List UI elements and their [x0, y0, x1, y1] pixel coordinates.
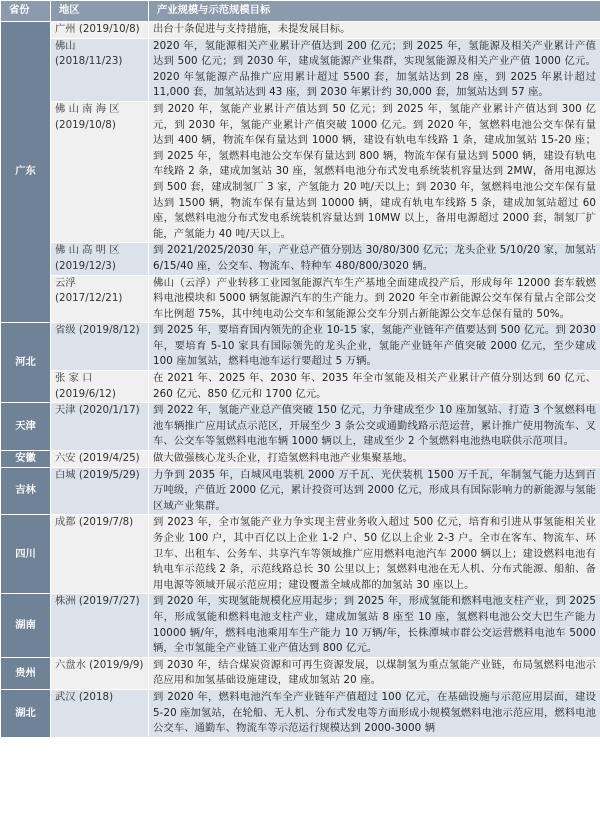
- region-cell: 张 家 口 (2019/6/12): [51, 371, 149, 403]
- region-cell: 佛山 (2018/11/23): [51, 38, 149, 101]
- table-row: [1, 101, 600, 242]
- region-cell: 天津 (2020/1/17): [51, 403, 149, 451]
- table-row: [1, 243, 600, 275]
- province-cell: 四川: [1, 515, 51, 594]
- region-cell: 佛 山 高 明 区 (2019/12/3): [51, 243, 149, 275]
- table-row: [1, 371, 600, 403]
- header-target: 产业规模与示范规模目标: [149, 1, 600, 22]
- target-cell: 到 2020 年，实现氢能规模化应用起步；到 2025 年，形成氢能和燃料电池支柱产业，到 2025 年，形成氢能和燃料电池支柱产业，建成加氢站 8 座至 10 座，氢燃料电池公交大巴生产能力 10000 辆/年，燃料电池乘用车生产能力 10 万辆/年，长株潭城市群公交运营燃料电池车 5000 辆，全市氢能全产业链工业产值达到 800 亿元。: [149, 594, 600, 657]
- region-cell: 省级 (2019/8/12): [51, 323, 149, 371]
- target-cell: 到 2023 年，全市氢能产业力争实现主营业务收入超过 500 亿元，培育和引进从事氢能相关业务企业 100 户，其中百亿以上企业 1-2 户、50 亿以上企业 2-3 户。全市在客车、物流车、环卫车、出租车、公务车、共享汽车等领域推广应用燃料电池汽车 2000 辆以上；建设燃料电池有轨电车示范线 2 条，示范线路总长 30 公里以上；氢燃料电池在无人机、分布式能源、船舶、备用电源等领域开展示范应用；建设覆盖全域成都的加氢站 30 座以上。: [149, 515, 600, 594]
- region-cell: 云浮 (2017/12/21): [51, 275, 149, 323]
- region-cell: 成都 (2019/7/8): [51, 515, 149, 594]
- target-cell: 2020 年，氢能源相关产业累计产值达到 200 亿元；到 2025 年，氢能源及相关产业累计产值达到 500 亿元；到 2030 年，建成氢能源产业集群，实现氢能源及相关产业产值 1000 亿元。2020 年氢能源产品推广应用累计超过 5500 套，加氢站达到 28 座，到 2025 年累计超过 11,000 套，加氢站达到 43 座，到 2030 年累计约 30,000 套，加氢站达到 57 座。: [149, 38, 600, 101]
- table-row: [1, 515, 600, 594]
- table-row: [1, 657, 600, 689]
- region-cell: 白城 (2019/5/29): [51, 467, 149, 515]
- province-cell: 天津: [1, 403, 51, 451]
- table-row: [1, 467, 600, 515]
- province-cell: 河北: [1, 323, 51, 403]
- region-cell: 武汉 (2018): [51, 689, 149, 737]
- table-row: [1, 403, 600, 451]
- header-region: 地区: [51, 1, 149, 22]
- province-cell: 广东: [1, 22, 51, 323]
- table-header: [1, 1, 600, 22]
- province-cell: 安徽: [1, 451, 51, 468]
- target-cell: 到 2020 年，燃料电池汽车全产业链年产值超过 100 亿元，在基础设施与示范应用层面，建设 5-20 座加氢站，在轮船、无人机、分布式发电等方面形成小规模氢燃料电池示范应用，燃料电池公交车、通勤车、物流车等示范运行规模达到 2000-3000 辆: [149, 689, 600, 737]
- table-row: [1, 22, 600, 39]
- target-cell: 做大做强核心龙头企业，打造氢燃料电池产业集聚基地。: [149, 451, 600, 468]
- table-body: [1, 22, 600, 738]
- target-cell: 到 2030 年，结合煤炭资源和可再生资源发展，以煤制氢为重点氢能产业链，布局氢燃料电池示范应用和加氢基础设施建设，建成加氢站 20 座。: [149, 657, 600, 689]
- table-row: [1, 594, 600, 657]
- region-cell: 株洲 (2019/7/27): [51, 594, 149, 657]
- province-cell: 吉林: [1, 467, 51, 515]
- region-cell: 六安 (2019/4/25): [51, 451, 149, 468]
- region-cell: 六盘水 (2019/9/9): [51, 657, 149, 689]
- target-cell: 到 2022 年，氢能产业总产值突破 150 亿元，力争建成至少 10 座加氢站、打造 3 个氢燃料电池车辆推广应用试点示范区，开展至少 3 条公交或通勤线路示范运营，累计推广使用物流车、叉车、公交车等氢燃料电池车辆 1000 辆以上，建成至少 2 个氢燃料电池热电联供示范项目。: [149, 403, 600, 451]
- target-cell: 佛山（云浮）产业转移工业园氢能源汽车生产基地全面建成投产后，形成每年 12000 套车载燃料电池模块和 5000 辆氢能源汽车的生产能力。到 2020 年全市新能源公交车保有量占全部公交车比例超 75%，其中纯电动公交车和氢能源公交车分别占新能源公交车总保有量的 50%。: [149, 275, 600, 323]
- target-cell: 到 2021/2025/2030 年，产业总产值分别达 30/80/300 亿元；龙头企业 5/10/20 家，加氢站 6/15/40 座，公交车、物流车、特种车 480/800/3020 辆。: [149, 243, 600, 275]
- target-cell: 力争到 2035 年，白城风电装机 2000 万千瓦、光伏装机 1500 万千瓦，年制氢气能力达到百万吨级，产值近 2000 亿元，累计投资可达到 2000 亿元，形成具有国际影响力的新能源与氢能区域产业集群。: [149, 467, 600, 515]
- province-cell: 贵州: [1, 657, 51, 689]
- table-row: [1, 275, 600, 323]
- target-cell: 到 2025 年，要培育国内领先的企业 10-15 家，氢能产业链年产值要达到 500 亿元。到 2030 年，要培育 5-10 家具有国际领先的龙头企业，氢能产业链年产值突破 2000 亿元，至少建成 100 座加氢站，燃料电池车运行要超过 5 万辆。: [149, 323, 600, 371]
- table-row: [1, 38, 600, 101]
- table-row: [1, 451, 600, 468]
- province-cell: 湖南: [1, 594, 51, 657]
- target-cell: 到 2020 年，氢能产业累计产值达到 50 亿元；到 2025 年，氢能产业累计产值达到 300 亿元，到 2030 年，氢能产业累计产值突破 1000 亿元。到 2020 年，氢燃料电池公交车保有量达到 400 辆，物流车保有量达到 1000 辆，建设有轨电车线路 1 条，建成加氢站 15-20 座；到 2025 年，氢燃料电池公交车保有量达到 800 辆，物流车保有量达到 5000 辆，建设有轨电车线路 2 条，建成加氢站 30 座，氢燃料电池分布式发电系统装机容量达到 2MW，备用电源达到 500 套，建成制氢厂 3 家，产氢能力 20 吨/天以上；到 2030 年，氢燃料电池公交车保有量达到 1500 辆，物流车保有量达到 10000 辆，建成有轨电车线路 5 条，建成加氢站超过 60 座，氢燃料电池分布式发电系统装机容量达到 10MW 以上，备用电源超过 2000 套，制氢厂扩能，产氢能力 40 吨/天以上。: [149, 101, 600, 242]
- region-cell: 佛 山 南 海 区 (2019/10/8): [51, 101, 149, 242]
- table-row: [1, 689, 600, 737]
- header-row: [1, 1, 600, 22]
- table-row: [1, 323, 600, 371]
- target-cell: 在 2021 年、2025 年、2030 年、2035 年全市氢能及相关产业累计产值分别达到 60 亿元、260 亿元、850 亿元和 1700 亿元。: [149, 371, 600, 403]
- target-cell: 出台十条促进与支持措施，未提发展目标。: [149, 22, 600, 39]
- header-province: 省份: [1, 1, 51, 22]
- province-cell: 湖北: [1, 689, 51, 737]
- region-cell: 广州 (2019/10/8): [51, 22, 149, 39]
